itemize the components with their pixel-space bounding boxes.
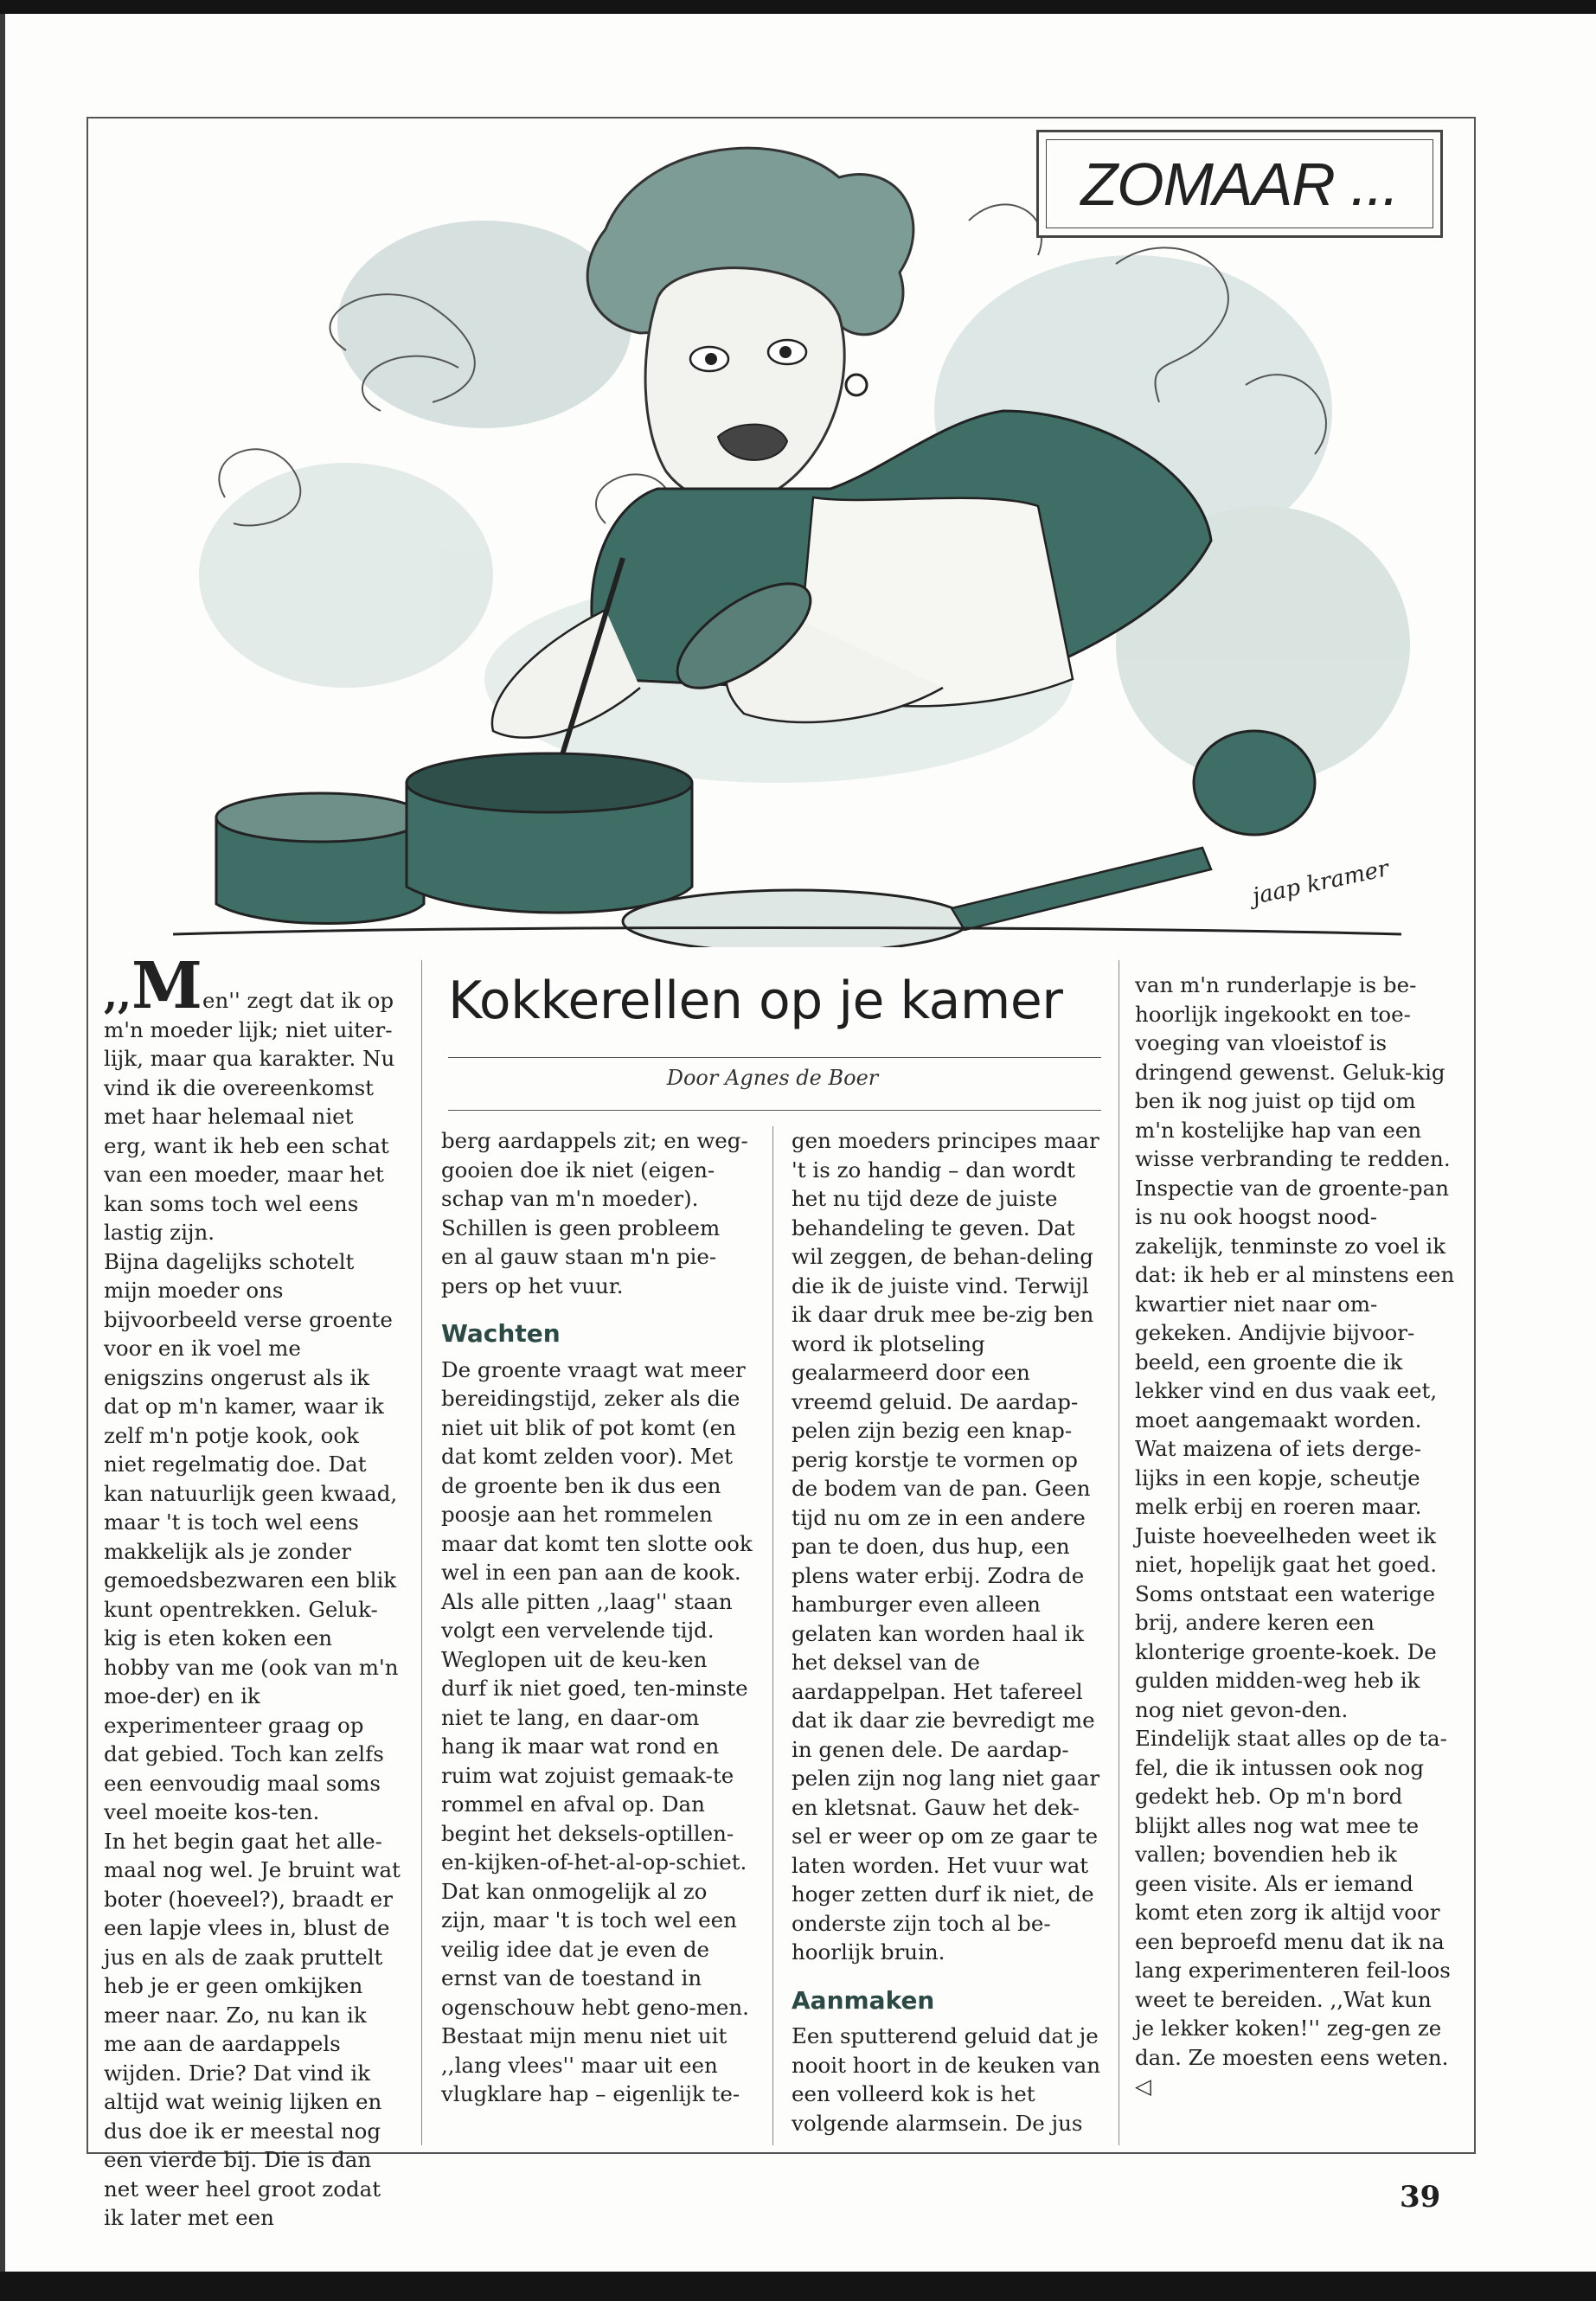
drop-cap: M (131, 949, 202, 1023)
byline-rule (448, 1110, 1101, 1111)
paragraph: m'n moeder lijk; niet uiter-lijk, maar qua karakter. Nu vind ik die overeenkomst met haar helemaal niet erg, want ik heb een schat van een moeder, maar het kan soms toch wel eens lastig zijn. (104, 1016, 395, 1245)
byline (448, 1066, 1097, 1090)
lead-text: en'' zegt dat ik op (202, 988, 394, 1013)
column-4 (1135, 971, 1455, 2101)
subheading-aanmaken: Aanmaken (792, 1985, 935, 2015)
svg-text:jaap kramer: jaap kramer (1250, 856, 1392, 910)
paragraph: van m'n runderlapje is be-hoorlijk ingekookt en toe-voeging van vloeistof is dringend gewenst. Geluk-kig ben ik nog juist op tijd om m'n kostelijke hap van een wisse verbranding te redden. (1135, 972, 1451, 1171)
headline: Kokkerellen op je kamer (448, 971, 1063, 1031)
byline-author: Agnes de Boer (725, 1066, 879, 1090)
left-scan-edge (0, 14, 5, 2272)
paragraph: Bijna dagelijks schotelt mijn moeder ons bijvoorbeeld verse groente voor en ik voel me enigszins ongerust als ik dat op m'n kamer, waar ik zelf m'n potje kook, ook niet regelmatig doe. Dat kan natuurlijk geen kwaad, maar 't is toch wel eens makkelijk als je zonder gemoedsbezwaren een blik kunt opentrekken. Geluk-kig is eten koken een hobby van me (ook van m'n moe-der) en ik experimenteer graag op dat gebied. Toch kan zelfs een eenvoudig maal soms veel moeite kos-ten. (104, 1248, 399, 1824)
bottom-scan-border (0, 2272, 1596, 2301)
byline-prefix: Door (666, 1066, 719, 1090)
paragraph: De groente vraagt wat meer bereidingstijd, zeker als die niet uit blik of pot komt (en dat komt zelden voor). Met de groente ben ik dus een poosje aan het rommelen maar dat komt ten slotte ook wel in een pan aan de kook. Als alle pitten ,,laag'' staan volgt een vervelende tijd. Weglopen uit de keu-ken durf ik niet goed, ten-minste niet te lang, en daar-om hang ik maar wat rond en ruim wat zojuist gemaak-te rommel en afval op. Dan begint het deksels-optillen-en-kijken-of-het-al-op-schiet. Dat kan onmogelijk al zo zijn, maar 't is toch wel een veilig idee dat je even de ernst van de toestand in ogenschouw hebt geno-men. (441, 1356, 753, 2020)
column-2 (441, 1126, 753, 2109)
paragraph: In het begin gaat het alle-maal nog wel. Je bruint wat boter (hoeveel?), braadt er een lapje vlees in, blust de jus en als de zaak pruttelt heb je er geen omkijken meer naar. Zo, nu kan ik me aan de aardappels wijden. Drie? Dat vind ik altijd wat weinig lijken en dus doe ik er meestal nog een vierde bij. Die is dan net weer heel groot zodat ik later met een (104, 1828, 401, 2230)
paragraph: Inspectie van de groente-pan is nu ook hoogst nood-zakelijk, tenminste zo voel ik dat: ik heb er al minstens een kwartier niet naar om-gekeken. Andijvie bijvoor-beeld, een groente die ik lekker vind en dus vaak eet, moet aangemaakt worden. Wat maizena of iets derge-lijks in een kopje, scheutje melk erbij en roeren maar. Juiste hoeveelheden weet ik niet, hopelijk gaat het goed. Soms ontstaat een waterige brij, andere keren een klonterige groente-koek. De gulden midden-weg heb ik nog niet gevon-den. (1135, 1175, 1455, 1722)
column-1 (104, 949, 402, 2233)
paragraph: Eindelijk staat alles op de ta-fel, die ik intussen ook nog gedekt heb. Op m'n bord blijkt alles nog wat mee te vallen; bovendien heb ik geen visite. Als er iemand komt eten zorg ik altijd voor een beproefd menu dat ik na lang experimenteren feil-loos weet te bereiden. ,,Wat kun je lekker koken!'' zeg-gen ze dan. Ze moesten eens weten. ◁ (1135, 1726, 1451, 2099)
column-3 (792, 1126, 1103, 2138)
headline-rule (448, 1057, 1101, 1058)
woman-cooking-illustration (121, 125, 1453, 947)
top-scan-border (0, 0, 1596, 14)
column-divider-3 (1118, 960, 1119, 2145)
paragraph: gen moeders principes maar 't is zo handig – dan wordt het nu tijd deze de juiste behandeling te geven. Dat wil zeggen, de behan-deling die ik de juiste vind. Terwijl ik daar druk mee be-zig ben word ik plotseling gealarmeerd door een vreemd geluid. De aardap-pelen zijn bezig een knap-perig korstje te vormen op de bodem van de pan. Geen tijd nu om ze in een andere pan te doen, dus hup, een plens water erbij. Zodra de hamburger even alleen gelaten kan worden haal ik het deksel van de aardappelpan. Het tafereel dat ik daar zie bevredigt me in genen dele. De aardap-pelen zijn nog lang niet gaar en kletsnat. Gauw het dek-sel er weer op om ze gaar te laten worden. Het vuur wat hoger zetten durf ik niet, de onderste zijn toch al be-hoorlijk bruin. (792, 1128, 1100, 1965)
kicker-box (1036, 130, 1443, 238)
paragraph: Een sputterend geluid dat je nooit hoort in de keuken van een volleerd kok is het volgende alarmsein. De jus (792, 2023, 1101, 2136)
page-number: 39 (1400, 2180, 1441, 2214)
opening-quote: ,, (104, 971, 132, 1017)
paragraph: Bestaat mijn menu niet uit ,,lang vlees'' maar uit een vlugklare hap – eigenlijk te- (441, 2023, 740, 2106)
subheading-wachten: Wachten (441, 1319, 561, 1348)
column-divider-2 (772, 1126, 773, 2145)
kicker-text: ZOMAAR ... (1080, 150, 1399, 218)
paragraph: berg aardappels zit; en weg-gooien doe ik niet (eigen-schap van m'n moeder). Schillen is geen probleem en al gauw staan m'n pie-pers op het vuur. (441, 1128, 748, 1298)
column-divider-1 (421, 960, 422, 2145)
lead-line (104, 949, 402, 1023)
